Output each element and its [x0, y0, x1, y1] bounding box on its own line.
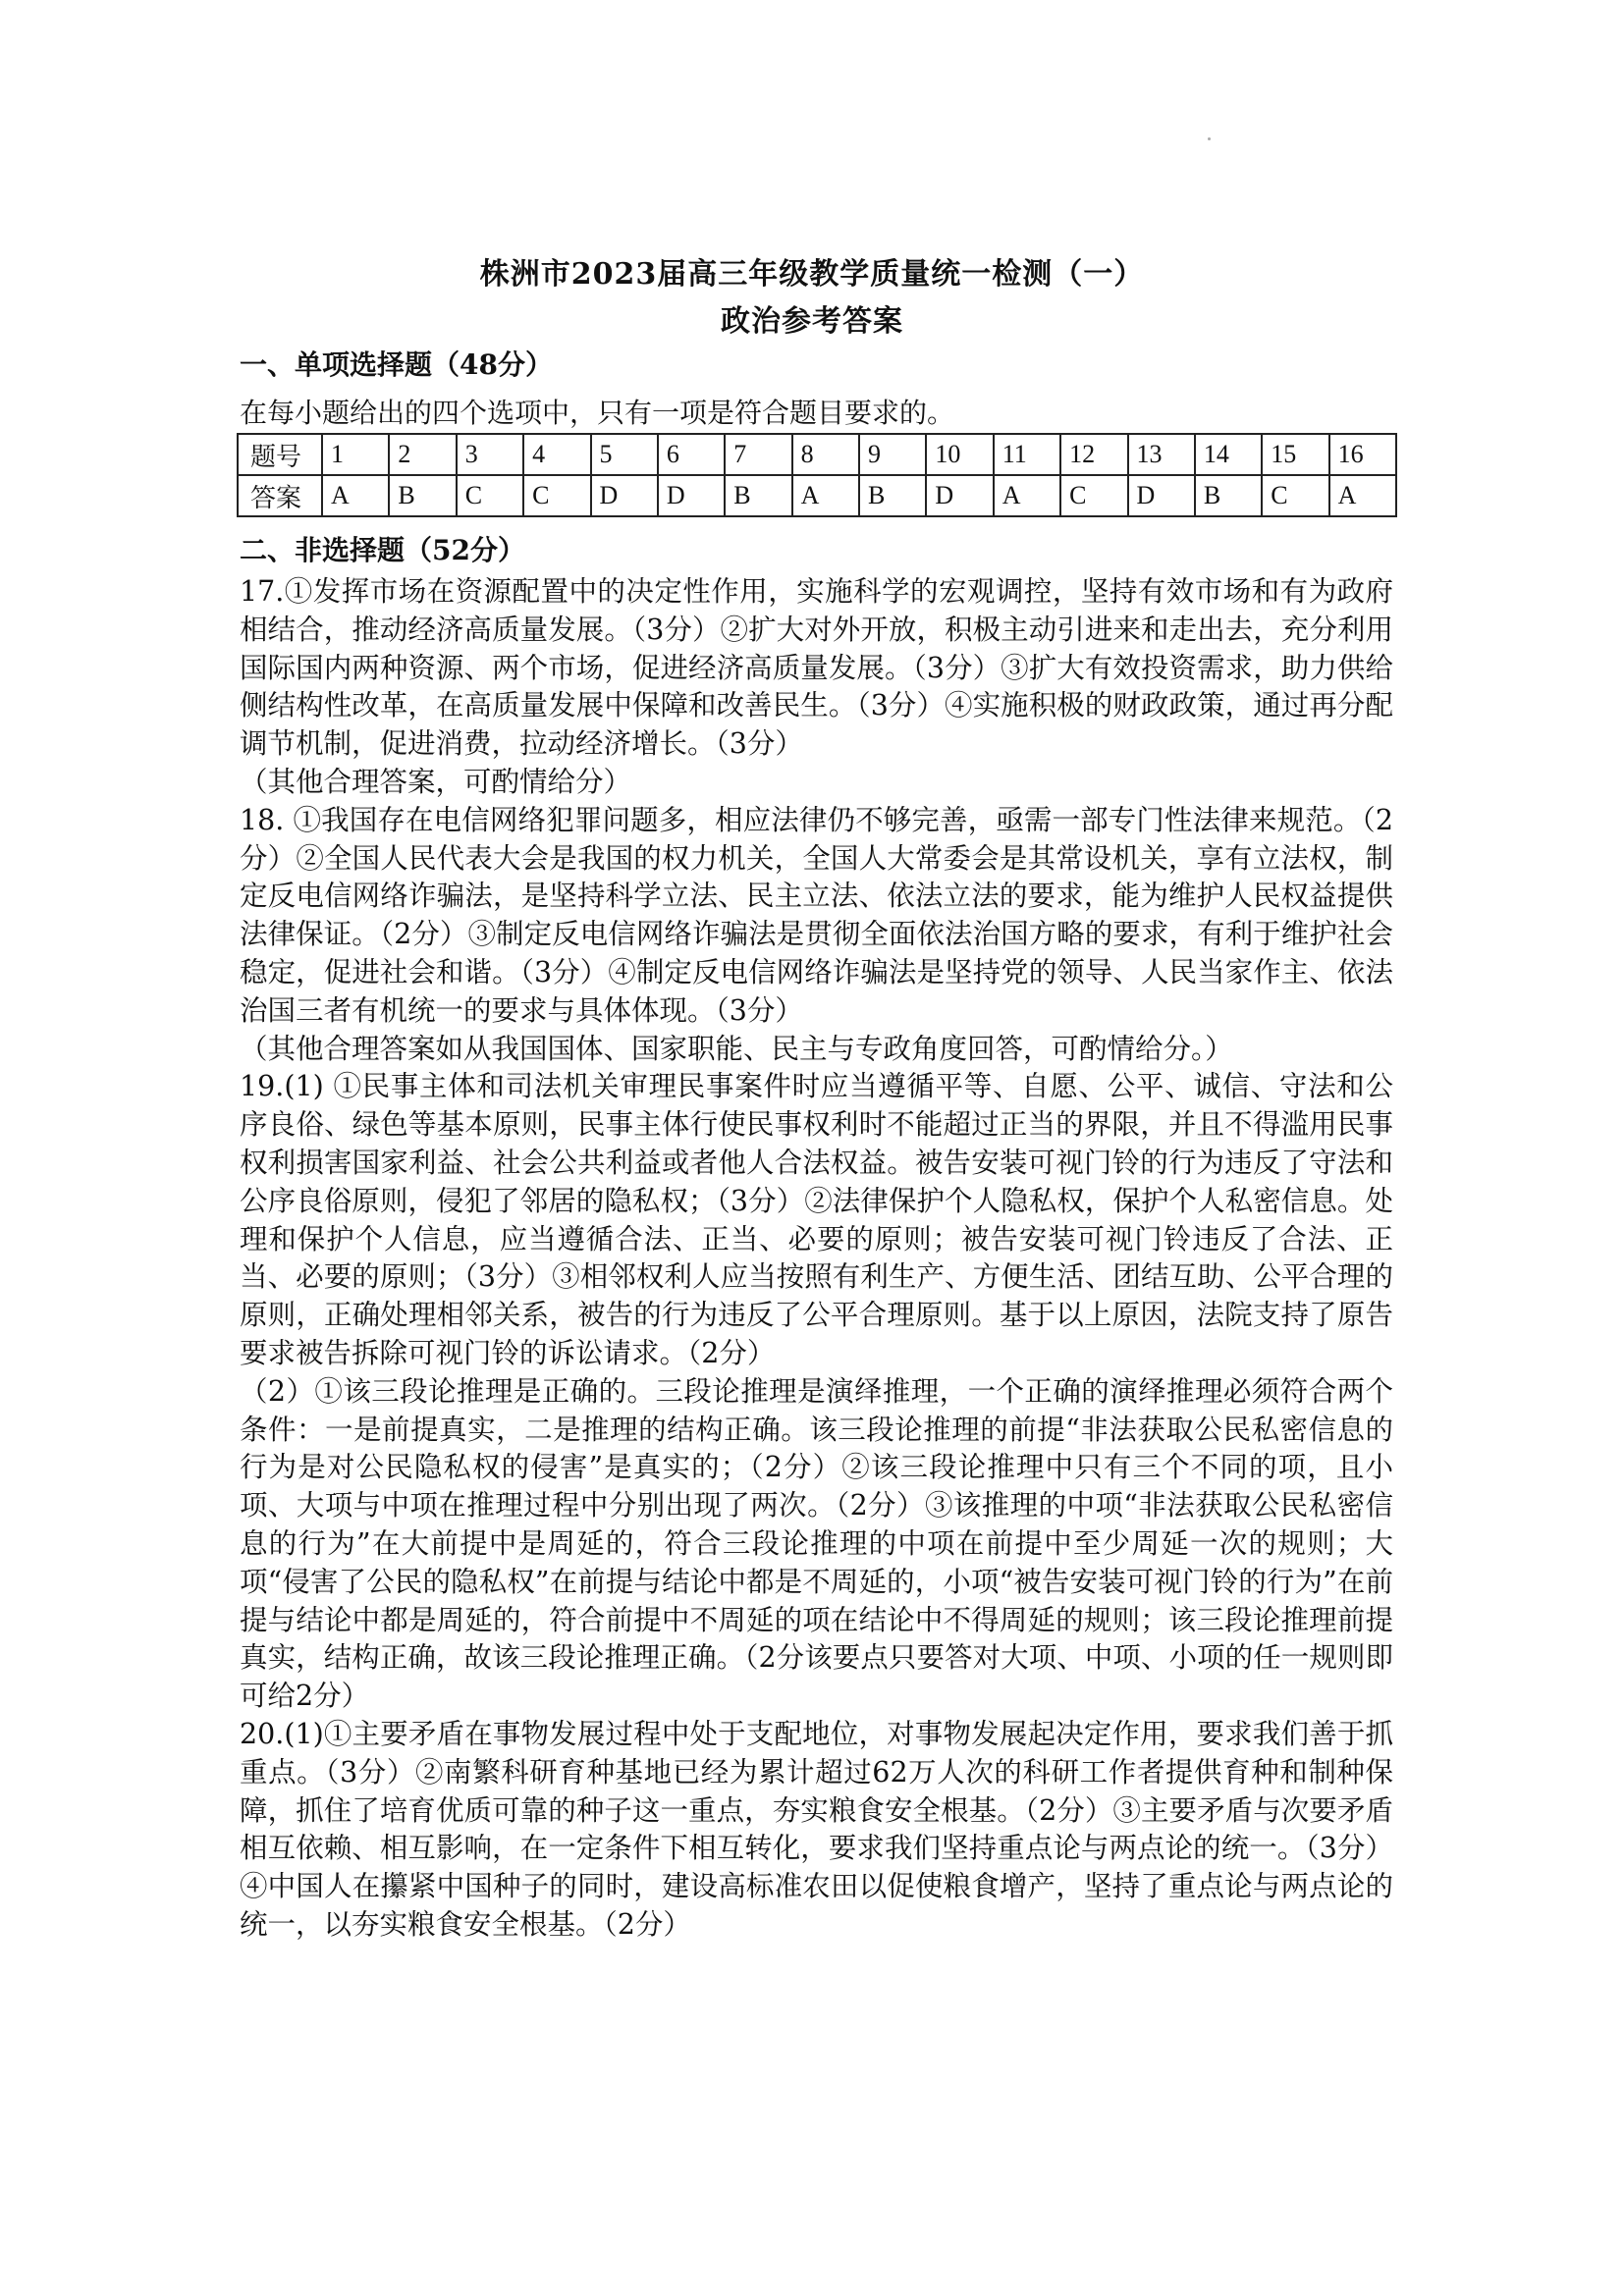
answer-cell: C — [1262, 475, 1328, 516]
question-number-cell: 3 — [457, 434, 523, 475]
question-number-cell: 7 — [725, 434, 791, 475]
answer-cell: D — [1128, 475, 1195, 516]
question-number-cell: 2 — [389, 434, 456, 475]
answer-cell: D — [591, 475, 658, 516]
question-number-cell: 5 — [591, 434, 658, 475]
section-1-instruction: 在每小题给出的四个选项中，只有一项是符合题目要求的。 — [240, 397, 955, 429]
question-number-cell: 10 — [926, 434, 993, 475]
section-1-heading: 一、单项选择题（48分） — [240, 348, 553, 381]
scoring-note: （其他合理答案如从我国国体、国家职能、民主与专政角度回答，可酌情给分。） — [240, 1032, 1233, 1065]
answer-cell: B — [1195, 475, 1262, 516]
question-number-cell: 11 — [994, 434, 1060, 475]
answer-19-part-1: 19.(1) ①民事主体和司法机关审理民事案件时应当遵循平等、自愿、公平、诚信、守法和公序良俗、绿色等基本原则，民事主体行使民事权利时不能超过正当的界限，并且不得滥用民事权利损害国家利益、社会公共利益或者他人合法权益。被告安装可视门铃的行为违反了守法和公序良俗原则，侵犯了邻居的隐私权；（3分）②法律保护个人隐私权，保护个人私密信息。处理和保护个人信息，应当遵循合法、正当、必要的原则；被告安装可视门铃违反了合法、正当、必要的原则；（3分）③相邻权利人应当按照有利生产、方便生活、团结互助、公平合理的原则，正确处理相邻关系，被告的行为违反了公平合理原则。基于以上原因，法院支持了原告要求被告拆除可视门铃的诉讼请求。（2分） — [240, 1070, 1393, 1369]
answer-cell: C — [1060, 475, 1127, 516]
answer-17: 17.①发挥市场在资源配置中的决定性作用，实施科学的宏观调控，坚持有效市场和有为政府相结合，推动经济高质量发展。（3分）②扩大对外开放，积极主动引进来和走出去，充分利用国际国内两种资源、两个市场，促进经济高质量发展。（3分）③扩大有效投资需求，助力供给侧结构性改革，在高质量发展中保障和改善民生。（3分）④实施积极的财政政策，通过再分配调节机制，促进消费，拉动经济增长。（3分） — [240, 575, 1393, 761]
answer-20-part-1: 20.(1)①主要矛盾在事物发展过程中处于支配地位，对事物发展起决定作用，要求我们善于抓重点。（3分）②南繁科研育种基地已经为累计超过62万人次的科研工作者提供育种和制种保障，抓住了培育优质可靠的种子这一重点，夯实粮食安全根基。（2分）③主要矛盾与次要矛盾相互依赖、相互影响，在一定条件下相互转化，要求我们坚持重点论与两点论的统一。（3分）④中国人在攥紧中国种子的同时，建设高标准农田以促使粮食增产，坚持了重点论与两点论的统一，以夯实粮食安全根基。（2分） — [240, 1717, 1393, 1941]
answer-cell: C — [457, 475, 523, 516]
answer-row — [238, 475, 1396, 516]
answer-cell: A — [1329, 475, 1396, 516]
answer-cell: C — [523, 475, 590, 516]
section-2-heading: 二、非选择题（52分） — [240, 534, 525, 566]
answer-cell: D — [658, 475, 725, 516]
answer-18: 18. ①我国存在电信网络犯罪问题多，相应法律仍不够完善，亟需一部专门性法律来规范。（2分）②全国人民代表大会是我国的权力机关，全国人大常委会是其常设机关，享有立法权，制定反电信网络诈骗法，是坚持科学立法、民主立法、依法立法的要求，能为维护人民权益提供法律保证。（2分）③制定反电信网络诈骗法是贯彻全面依法治国方略的要求，有利于维护社会稳定，促进社会和谐。（3分）④制定反电信网络诈骗法是坚持党的领导、人民当家作主、依法治国三者有机统一的要求与具体体现。（3分） — [240, 803, 1393, 1027]
scan-speck — [1208, 137, 1211, 140]
question-number-row — [238, 434, 1396, 475]
answer-cell: B — [725, 475, 791, 516]
question-number-cell: 15 — [1262, 434, 1328, 475]
answer-19-part-2: （2）①该三段论推理是正确的。三段论推理是演绎推理，一个正确的演绎推理必须符合两个条件：一是前提真实，二是推理的结构正确。该三段论推理的前提“非法获取公民私密信息的行为是对公民隐私权的侵害”是真实的；（2分）②该三段论推理中只有三个不同的项，且小项、大项与中项在推理过程中分别出现了两次。（2分）③该推理的中项“非法获取公民私密信息的行为”在大前提中是周延的，符合三段论推理的中项在前提中至少周延一次的规则；大项“侵害了公民的隐私权”在前提与结论中都是不周延的，小项“被告安装可视门铃的行为”在前提与结论中都是周延的，符合前提中不周延的项在结论中不得周延的规则；该三段论推理前提真实，结构正确，故该三段论推理正确。（2分该要点只要答对大项、中项、小项的任一规则即可给2分） — [240, 1374, 1393, 1713]
document-title: 株洲市2023届高三年级教学质量统一检测（一） — [479, 257, 1145, 292]
question-number-cell: 14 — [1195, 434, 1262, 475]
answer-cell: D — [926, 475, 993, 516]
row-label-number: 题号 — [238, 434, 322, 475]
answer-cell: A — [994, 475, 1060, 516]
question-number-cell: 6 — [658, 434, 725, 475]
question-number-cell: 13 — [1128, 434, 1195, 475]
scoring-note: （其他合理答案，可酌情给分） — [240, 765, 632, 798]
answer-table — [237, 433, 1397, 517]
question-number-cell: 16 — [1329, 434, 1396, 475]
question-number-cell: 4 — [523, 434, 590, 475]
document-subtitle: 政治参考答案 — [721, 304, 903, 339]
question-number-cell: 8 — [792, 434, 859, 475]
answer-cell: A — [792, 475, 859, 516]
section-2-body — [240, 573, 1393, 1945]
answer-cell: A — [322, 475, 389, 516]
question-number-cell: 1 — [322, 434, 389, 475]
row-label-answer: 答案 — [238, 475, 322, 516]
answer-cell: B — [389, 475, 456, 516]
question-number-cell: 12 — [1060, 434, 1127, 475]
question-number-cell: 9 — [859, 434, 926, 475]
answer-cell: B — [859, 475, 926, 516]
